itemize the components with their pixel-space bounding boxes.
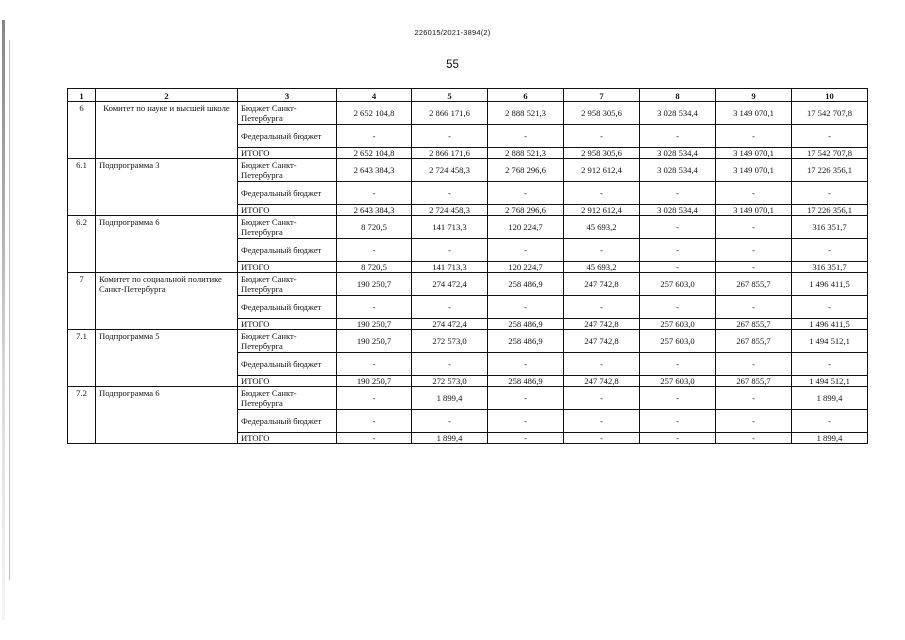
funding-source: Бюджет Санкт-Петербурга [238,216,337,239]
value-cell: 2 958 305,6 [564,148,640,159]
funding-source: Федеральный бюджет [238,410,337,433]
table-row [68,102,868,125]
program-name: Подпрограмма 3 [96,159,238,216]
value-cell: 45 693,2 [564,216,640,239]
funding-source: Бюджет Санкт-Петербурга [238,330,337,353]
value-cell: - [564,125,640,148]
value-cell: 3 149 070,1 [716,159,792,182]
value-cell: - [488,296,564,319]
funding-source: Бюджет Санкт-Петербурга [238,159,337,182]
value-cell: - [412,125,488,148]
value-cell: 120 224,7 [488,216,564,239]
value-cell: - [716,216,792,239]
value-cell: - [640,182,716,205]
column-header-10: 10 [792,89,868,102]
column-header-8: 8 [640,89,716,102]
table-row [68,273,868,296]
funding-source: ИТОГО [238,148,337,159]
value-cell: 2 888 521,3 [488,148,564,159]
table-row [68,387,868,410]
value-cell: - [488,182,564,205]
value-cell: - [412,353,488,376]
value-cell: - [792,182,868,205]
value-cell: 8 720,5 [337,262,412,273]
funding-source: Федеральный бюджет [238,296,337,319]
row-number: 7.1 [68,330,96,387]
value-cell: 3 149 070,1 [716,102,792,125]
value-cell: 1 899,4 [412,433,488,444]
value-cell: - [337,182,412,205]
value-cell: 190 250,7 [337,330,412,353]
budget-table [67,88,868,444]
column-header-3: 3 [238,89,337,102]
value-cell: 272 573,0 [412,330,488,353]
column-header-1: 1 [68,89,96,102]
value-cell: - [716,410,792,433]
value-cell: - [337,239,412,262]
value-cell: 2 866 171,6 [412,102,488,125]
value-cell: 17 226 356,1 [792,159,868,182]
value-cell: - [792,125,868,148]
value-cell: - [412,182,488,205]
value-cell: 1 899,4 [792,433,868,444]
value-cell: 2 768 296,6 [488,159,564,182]
value-cell: - [716,296,792,319]
value-cell: 2 652 104,8 [337,148,412,159]
value-cell: 2 724 458,3 [412,205,488,216]
value-cell: - [640,239,716,262]
value-cell: 274 472,4 [412,319,488,330]
value-cell: 3 149 070,1 [716,205,792,216]
value-cell: 258 486,9 [488,319,564,330]
value-cell: - [716,353,792,376]
value-cell: 120 224,7 [488,262,564,273]
value-cell: 247 742,8 [564,273,640,296]
value-cell: - [640,387,716,410]
funding-source: Федеральный бюджет [238,239,337,262]
value-cell: 2 724 458,3 [412,159,488,182]
funding-source: ИТОГО [238,205,337,216]
value-cell: 3 028 534,4 [640,102,716,125]
value-cell: - [640,433,716,444]
table-header-row [68,89,868,102]
value-cell: - [412,296,488,319]
value-cell: 2 912 612,4 [564,205,640,216]
value-cell: - [792,353,868,376]
value-cell: - [640,216,716,239]
value-cell: 257 603,0 [640,330,716,353]
value-cell: 1 496 411,5 [792,273,868,296]
program-name: Подпрограмма 6 [96,216,238,273]
column-header-4: 4 [337,89,412,102]
value-cell: 2 643 384,3 [337,205,412,216]
page-number: 55 [446,59,459,71]
funding-source: ИТОГО [238,376,337,387]
value-cell: 1 899,4 [792,387,868,410]
value-cell: 267 855,7 [716,319,792,330]
column-header-6: 6 [488,89,564,102]
value-cell: - [640,262,716,273]
program-name: Подпрограмма 6 [96,387,238,444]
funding-source: Федеральный бюджет [238,125,337,148]
funding-source: Бюджет Санкт-Петербурга [238,102,337,125]
funding-source: ИТОГО [238,262,337,273]
row-number: 7.2 [68,387,96,444]
value-cell: 190 250,7 [337,273,412,296]
row-number: 6.1 [68,159,96,216]
value-cell: - [564,296,640,319]
value-cell: - [564,182,640,205]
funding-source: Федеральный бюджет [238,353,337,376]
funding-source: Бюджет Санкт-Петербурга [238,387,337,410]
value-cell: - [564,433,640,444]
value-cell: - [716,125,792,148]
program-name: Комитет по науке и высшей школе [96,102,238,159]
value-cell: - [488,410,564,433]
value-cell: - [640,125,716,148]
value-cell: 272 573,0 [412,376,488,387]
value-cell: 2 958 305,6 [564,102,640,125]
value-cell: 258 486,9 [488,330,564,353]
column-header-5: 5 [412,89,488,102]
value-cell: - [337,296,412,319]
value-cell: 257 603,0 [640,273,716,296]
value-cell: - [337,387,412,410]
value-cell: - [488,239,564,262]
value-cell: 257 603,0 [640,319,716,330]
row-number: 6.2 [68,216,96,273]
value-cell: 1 494 512,1 [792,376,868,387]
scan-edge-line [9,40,10,580]
value-cell: 316 351,7 [792,216,868,239]
program-name: Комитет по социальной политике Санкт-Петербурга [96,273,238,330]
column-header-2: 2 [96,89,238,102]
value-cell: - [716,262,792,273]
value-cell: - [640,296,716,319]
value-cell: - [337,433,412,444]
value-cell: - [488,125,564,148]
value-cell: 1 494 512,1 [792,330,868,353]
value-cell: 45 693,2 [564,262,640,273]
value-cell: - [564,387,640,410]
row-number: 7 [68,273,96,330]
value-cell: - [564,410,640,433]
value-cell: - [792,239,868,262]
table-row [68,330,868,353]
value-cell: 17 226 356,1 [792,205,868,216]
value-cell: 258 486,9 [488,273,564,296]
value-cell: 17 542 707,8 [792,148,868,159]
value-cell: 274 472,4 [412,273,488,296]
value-cell: - [792,296,868,319]
value-cell: 3 028 534,4 [640,205,716,216]
value-cell: 267 855,7 [716,330,792,353]
value-cell: 2 643 384,3 [337,159,412,182]
value-cell: 2 912 612,4 [564,159,640,182]
value-cell: - [488,353,564,376]
value-cell: 2 888 521,3 [488,102,564,125]
scan-edge-shadow [2,20,5,620]
value-cell: 247 742,8 [564,376,640,387]
value-cell: 2 768 296,6 [488,205,564,216]
value-cell: 1 496 411,5 [792,319,868,330]
column-header-7: 7 [564,89,640,102]
value-cell: 141 713,3 [412,216,488,239]
value-cell: 267 855,7 [716,376,792,387]
value-cell: 3 028 534,4 [640,159,716,182]
table-row [68,216,868,239]
value-cell: 3 028 534,4 [640,148,716,159]
funding-source: Федеральный бюджет [238,182,337,205]
value-cell: 8 720,5 [337,216,412,239]
program-name: Подпрограмма 5 [96,330,238,387]
value-cell: 2 866 171,6 [412,148,488,159]
value-cell: 247 742,8 [564,319,640,330]
value-cell: 17 542 707,8 [792,102,868,125]
value-cell: 3 149 070,1 [716,148,792,159]
value-cell: - [488,387,564,410]
value-cell: - [488,433,564,444]
value-cell: 190 250,7 [337,376,412,387]
value-cell: - [716,239,792,262]
value-cell: 1 899,4 [412,387,488,410]
value-cell: - [412,410,488,433]
document-id: 226015/2021-3894(2) [414,28,491,37]
value-cell: 267 855,7 [716,273,792,296]
value-cell: 190 250,7 [337,319,412,330]
value-cell: - [716,182,792,205]
value-cell: - [337,410,412,433]
value-cell: - [640,410,716,433]
funding-source: ИТОГО [238,319,337,330]
value-cell: 2 652 104,8 [337,102,412,125]
table-body [68,102,868,444]
value-cell: - [792,410,868,433]
value-cell: - [716,433,792,444]
value-cell: 316 351,7 [792,262,868,273]
column-header-9: 9 [716,89,792,102]
row-number: 6 [68,102,96,159]
value-cell: - [337,353,412,376]
table-row [68,159,868,182]
value-cell: 258 486,9 [488,376,564,387]
funding-source: Бюджет Санкт-Петербурга [238,273,337,296]
funding-source: ИТОГО [238,433,337,444]
value-cell: - [412,239,488,262]
value-cell: 247 742,8 [564,330,640,353]
value-cell: - [337,125,412,148]
value-cell: 257 603,0 [640,376,716,387]
value-cell: - [640,353,716,376]
value-cell: - [564,239,640,262]
value-cell: - [716,387,792,410]
value-cell: 141 713,3 [412,262,488,273]
value-cell: - [564,353,640,376]
